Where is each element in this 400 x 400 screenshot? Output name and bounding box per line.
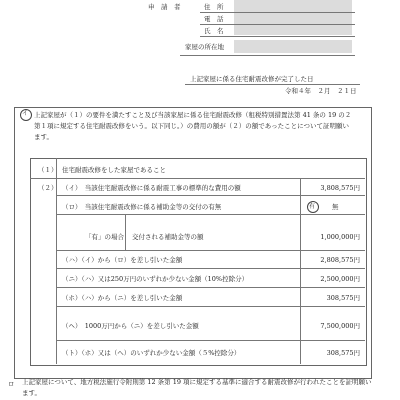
- row2-item-ni-value: 2,500,000円: [320, 275, 360, 283]
- subsidy-divider: [125, 214, 126, 250]
- phone-label: 電 話: [204, 15, 224, 23]
- row2-number: （２）: [38, 184, 58, 192]
- circle-marker-text: イ: [22, 110, 29, 117]
- row2-item-ha-label: （ハ）（イ）から（ロ）を差し引いた金額: [62, 256, 183, 264]
- subsidy-value: 1,000,000円: [320, 233, 360, 241]
- statement-text: 上記家屋が（１）の要件を満たすこと及び当該家屋に係る住宅耐震改修（租税特別措置法第 41 条の 19 の２第１項に規定する住宅耐震改修をいう。以下同じ。）の費用の額が（２）の額であったことについて証明願います。: [34, 111, 352, 141]
- row2-item-ro-value: 無: [332, 203, 339, 211]
- row2-item-he-value: 7,500,000円: [320, 322, 360, 330]
- row2-item-to-label: （ト）（ホ）又は（へ）のいずれか少ない金額（５%控除分）: [62, 349, 241, 357]
- footer-text: 上記家屋について、地方税法施行令附則第 12 条第 19 項に規定する基準に適合する耐震改修が行われたことを証明願います。: [22, 378, 372, 397]
- row2-item-he-bottom: [56, 340, 365, 341]
- completion-date: 令和４年 ２月 ２１日: [285, 87, 357, 95]
- row2-item-i-label: （イ） 当該住宅耐震改修に係る耐震工事の標準的な費用の額: [62, 184, 241, 192]
- name-underline: [200, 36, 355, 37]
- applicant-label: 申 請 者: [148, 3, 181, 11]
- row2-item-ro-circle: 有: [309, 203, 316, 210]
- row2-item-i-bottom: [56, 195, 365, 196]
- address-underline: [200, 12, 355, 13]
- value-column-divider: [300, 178, 301, 364]
- applicant-redaction: [234, 0, 352, 35]
- row2-item-ro-bottom: [56, 214, 365, 215]
- phone-underline: [200, 24, 355, 25]
- row2-item-ho-label: （ホ）（ハ）から（ニ）を差し引いた金額: [62, 294, 183, 302]
- row2-item-to-value: 308,575円: [326, 349, 360, 357]
- row2-item-ho-bottom: [56, 306, 365, 307]
- subsidy-bottom: [56, 250, 365, 251]
- footer-marker: ロ: [8, 380, 15, 388]
- row1-bottom: [30, 178, 365, 179]
- row1-number: （１）: [38, 166, 58, 174]
- row2-item-ha-bottom: [56, 268, 365, 269]
- completion-title: 上記家屋に係る住宅耐震改修が完了した日: [190, 75, 314, 83]
- row2-item-ni-label: （ニ）（ハ）又は250万円のいずれか少ない金額（10%控除分）: [62, 275, 249, 283]
- row2-item-ho-value: 308,575円: [326, 294, 360, 302]
- house-location-label: 家屋の所在地: [185, 43, 224, 51]
- house-location-underline: [180, 55, 355, 56]
- completion-underline: [185, 84, 360, 85]
- subsidy-case-label: 「有」の場合: [85, 233, 124, 241]
- row2-item-ni-bottom: [56, 287, 365, 288]
- subsidy-sublabel: 交付される補助金等の額: [132, 233, 204, 241]
- address-label: 住 所: [204, 3, 224, 11]
- house-location-redaction: [234, 40, 352, 53]
- row2-item-ro-label: （ロ） 当該住宅耐震改修に係る補助金等の交付の有無: [62, 203, 222, 211]
- name-label: 氏 名: [204, 27, 224, 35]
- row1-label: 住宅耐震改修をした家屋であること: [62, 166, 166, 174]
- row2-item-i-value: 3,808,575円: [320, 184, 360, 192]
- row2-item-ha-value: 2,808,575円: [320, 256, 360, 264]
- row2-item-he-label: （ヘ） 1000万円から（ニ）を差し引いた金額: [62, 322, 199, 330]
